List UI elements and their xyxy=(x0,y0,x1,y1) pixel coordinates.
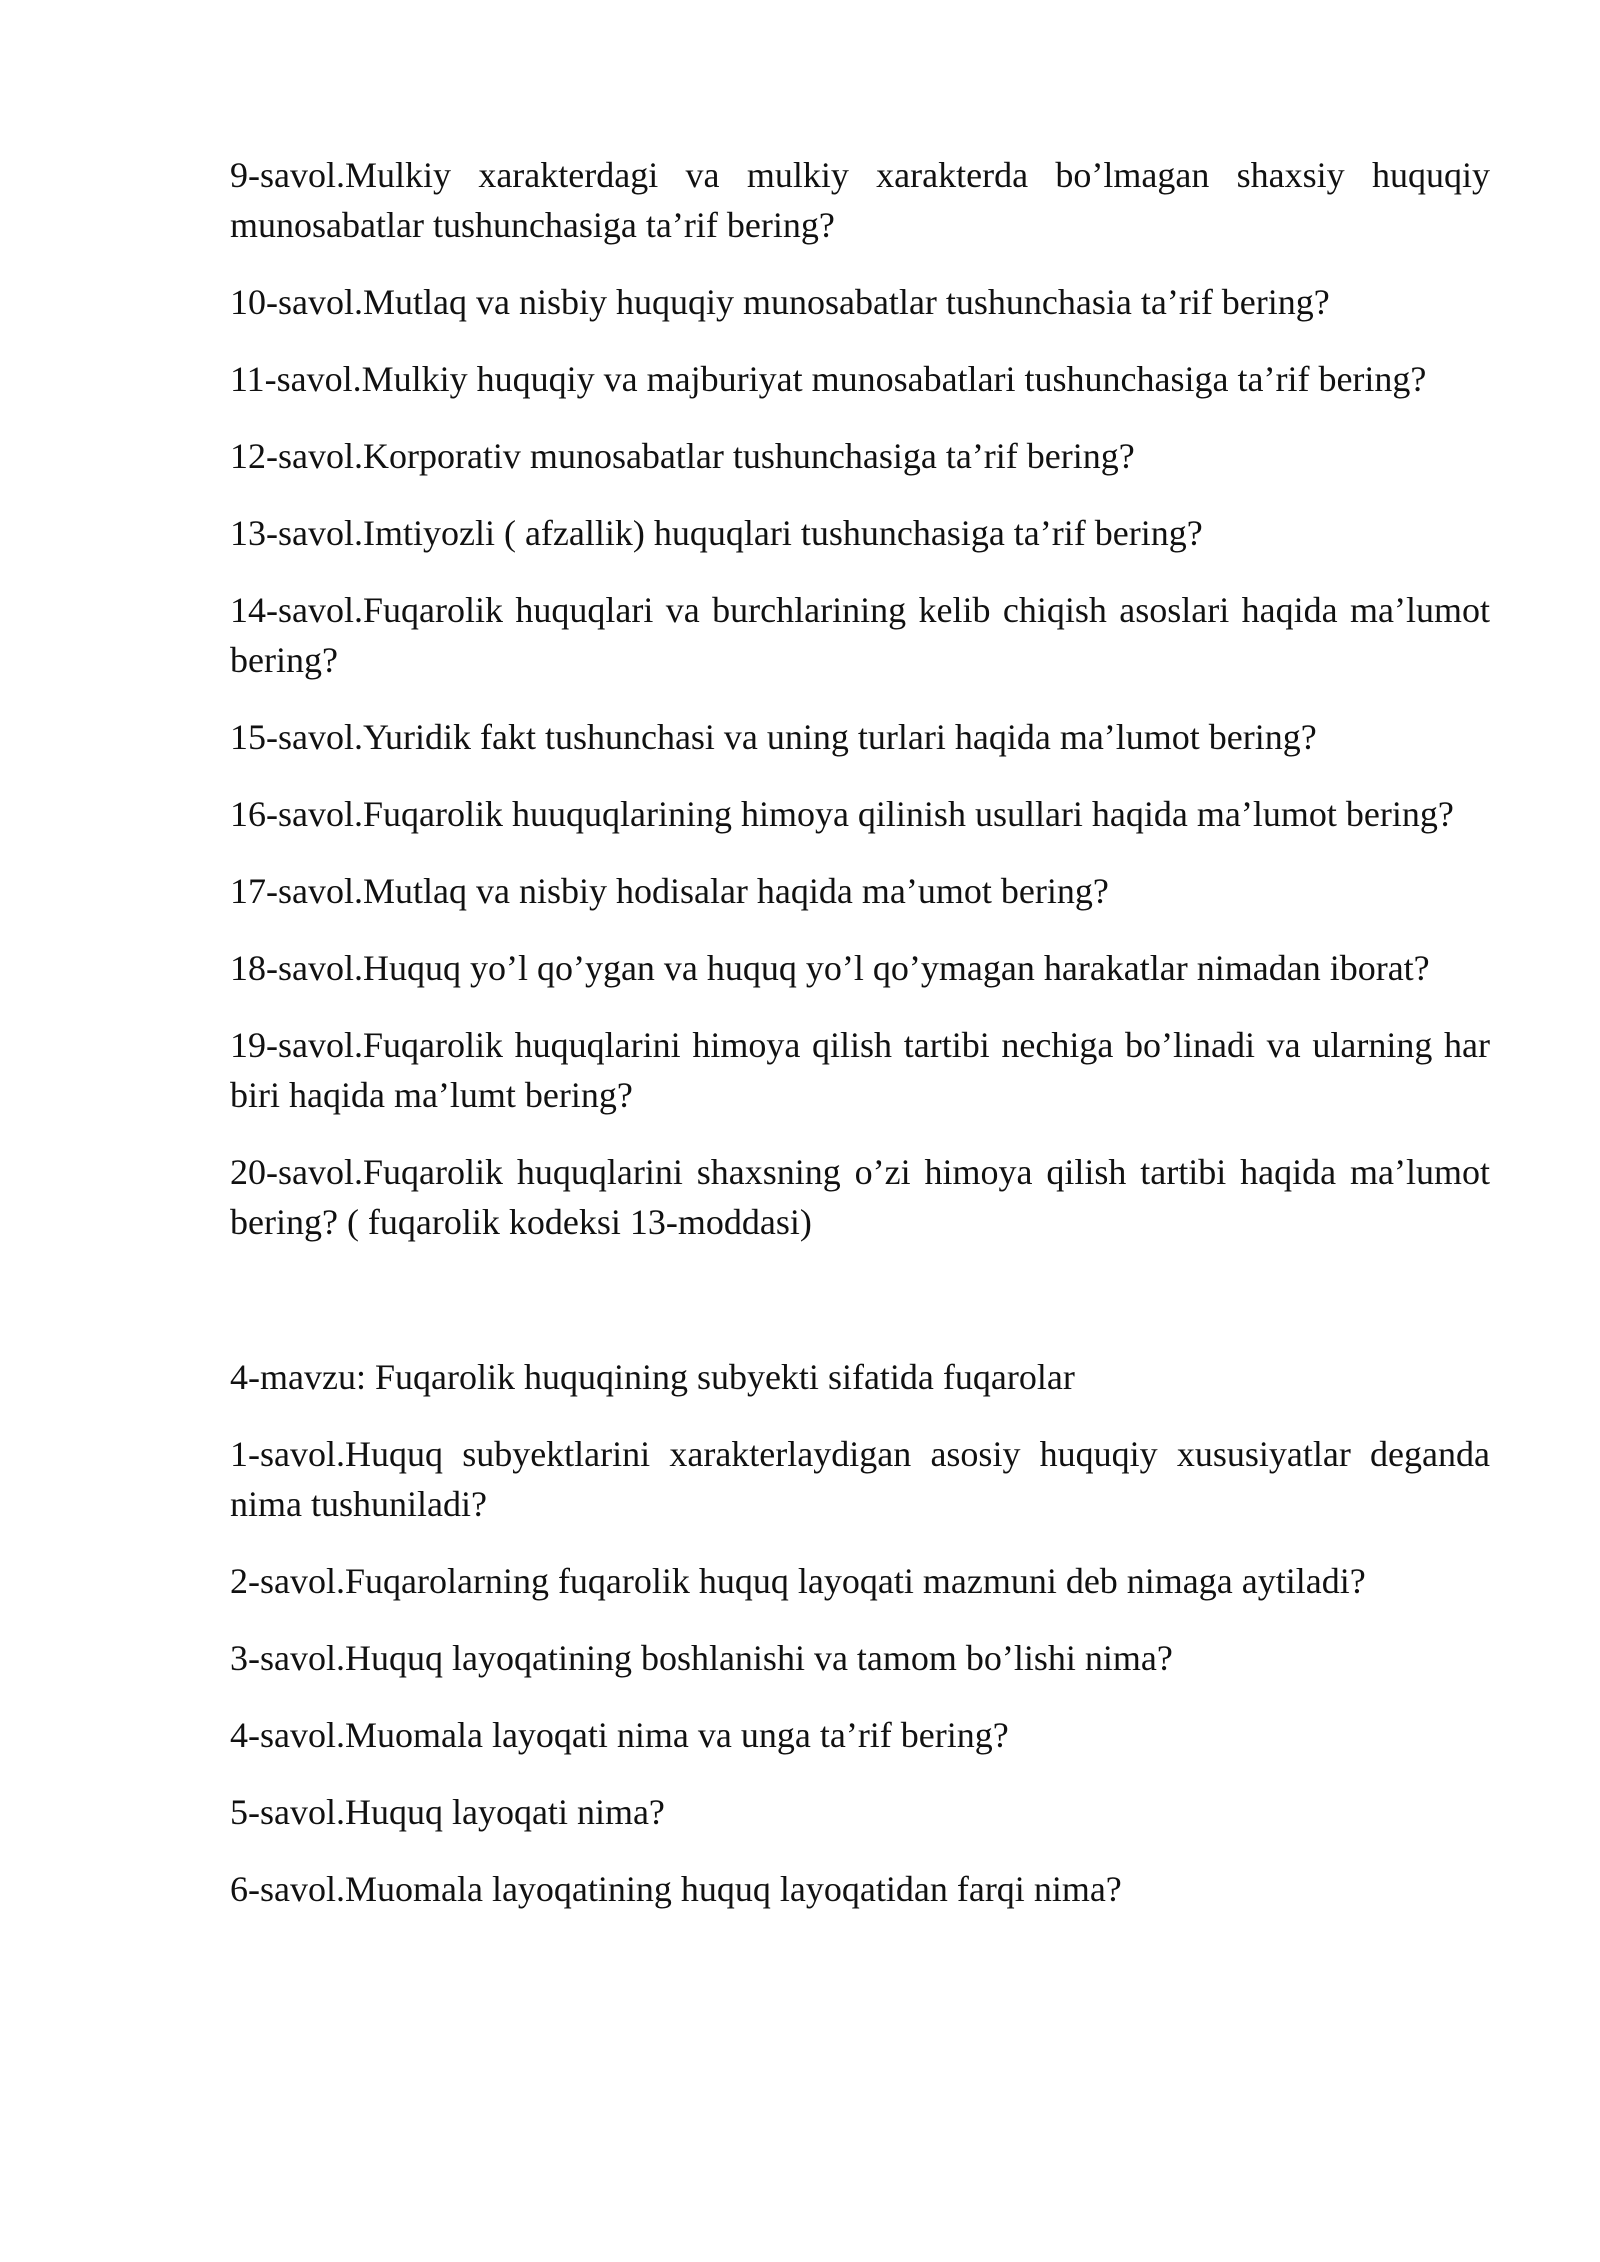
question-3: 3-savol.Huquq layoqatining boshlanishi va tamom bo’lishi nima? xyxy=(230,1638,1173,1678)
document-content xyxy=(230,150,1490,1941)
question-6: 6-savol.Muomala layoqatining huquq layoqatidan farqi nima? xyxy=(230,1869,1122,1909)
question-11: 11-savol.Mulkiy huquqiy va majburiyat munosabatlari tushunchasiga ta’rif bering? xyxy=(230,359,1427,399)
question-10: 10-savol.Mutlaq va nisbiy huquqiy munosabatlar tushunchasia ta’rif bering? xyxy=(230,282,1330,322)
question-13: 13-savol.Imtiyozli ( afzallik) huquqlari tushunchasiga ta’rif bering? xyxy=(230,513,1203,553)
question-4: 4-savol.Muomala layoqati nima va unga ta’rif bering? xyxy=(230,1715,1009,1755)
question-19: 19-savol.Fuqarolik huquqlarini himoya qilish tartibi nechiga bo’linadi va ularning har biri haqida ma’lumt bering? xyxy=(230,1025,1490,1115)
section-heading: 4-mavzu: Fuqarolik huquqining subyekti sifatida fuqarolar xyxy=(230,1357,1075,1397)
question-9: 9-savol.Mulkiy xarakterdagi va mulkiy xarakterda bo’lmagan shaxsiy huquqiy munosabatlar tushunchasiga ta’rif bering? xyxy=(230,155,1490,245)
question-2: 2-savol.Fuqarolarning fuqarolik huquq layoqati mazmuni deb nimaga aytiladi? xyxy=(230,1561,1366,1601)
question-14: 14-savol.Fuqarolik huquqlari va burchlarining kelib chiqish asoslari haqida ma’lumot bering? xyxy=(230,590,1490,680)
question-15: 15-savol.Yuridik fakt tushunchasi va uning turlari haqida ma’lumot bering? xyxy=(230,717,1317,757)
question-1: 1-savol.Huquq subyektlarini xarakterlaydigan asosiy huquqiy xususiyatlar deganda nima tushuniladi? xyxy=(230,1434,1490,1524)
question-16: 16-savol.Fuqarolik huuquqlarining himoya qilinish usullari haqida ma’lumot bering? xyxy=(230,794,1454,834)
question-12: 12-savol.Korporativ munosabatlar tushunchasiga ta’rif bering? xyxy=(230,436,1135,476)
question-5: 5-savol.Huquq layoqati nima? xyxy=(230,1792,665,1832)
question-17: 17-savol.Mutlaq va nisbiy hodisalar haqida ma’umot bering? xyxy=(230,871,1109,911)
question-20: 20-savol.Fuqarolik huquqlarini shaxsning o’zi himoya qilish tartibi haqida ma’lumot bering? ( fuqarolik kodeksi 13-moddasi) xyxy=(230,1152,1490,1242)
section-spacer xyxy=(230,1274,1490,1352)
question-18: 18-savol.Huquq yo’l qo’ygan va huquq yo’l qo’ymagan harakatlar nimadan iborat? xyxy=(230,948,1430,988)
